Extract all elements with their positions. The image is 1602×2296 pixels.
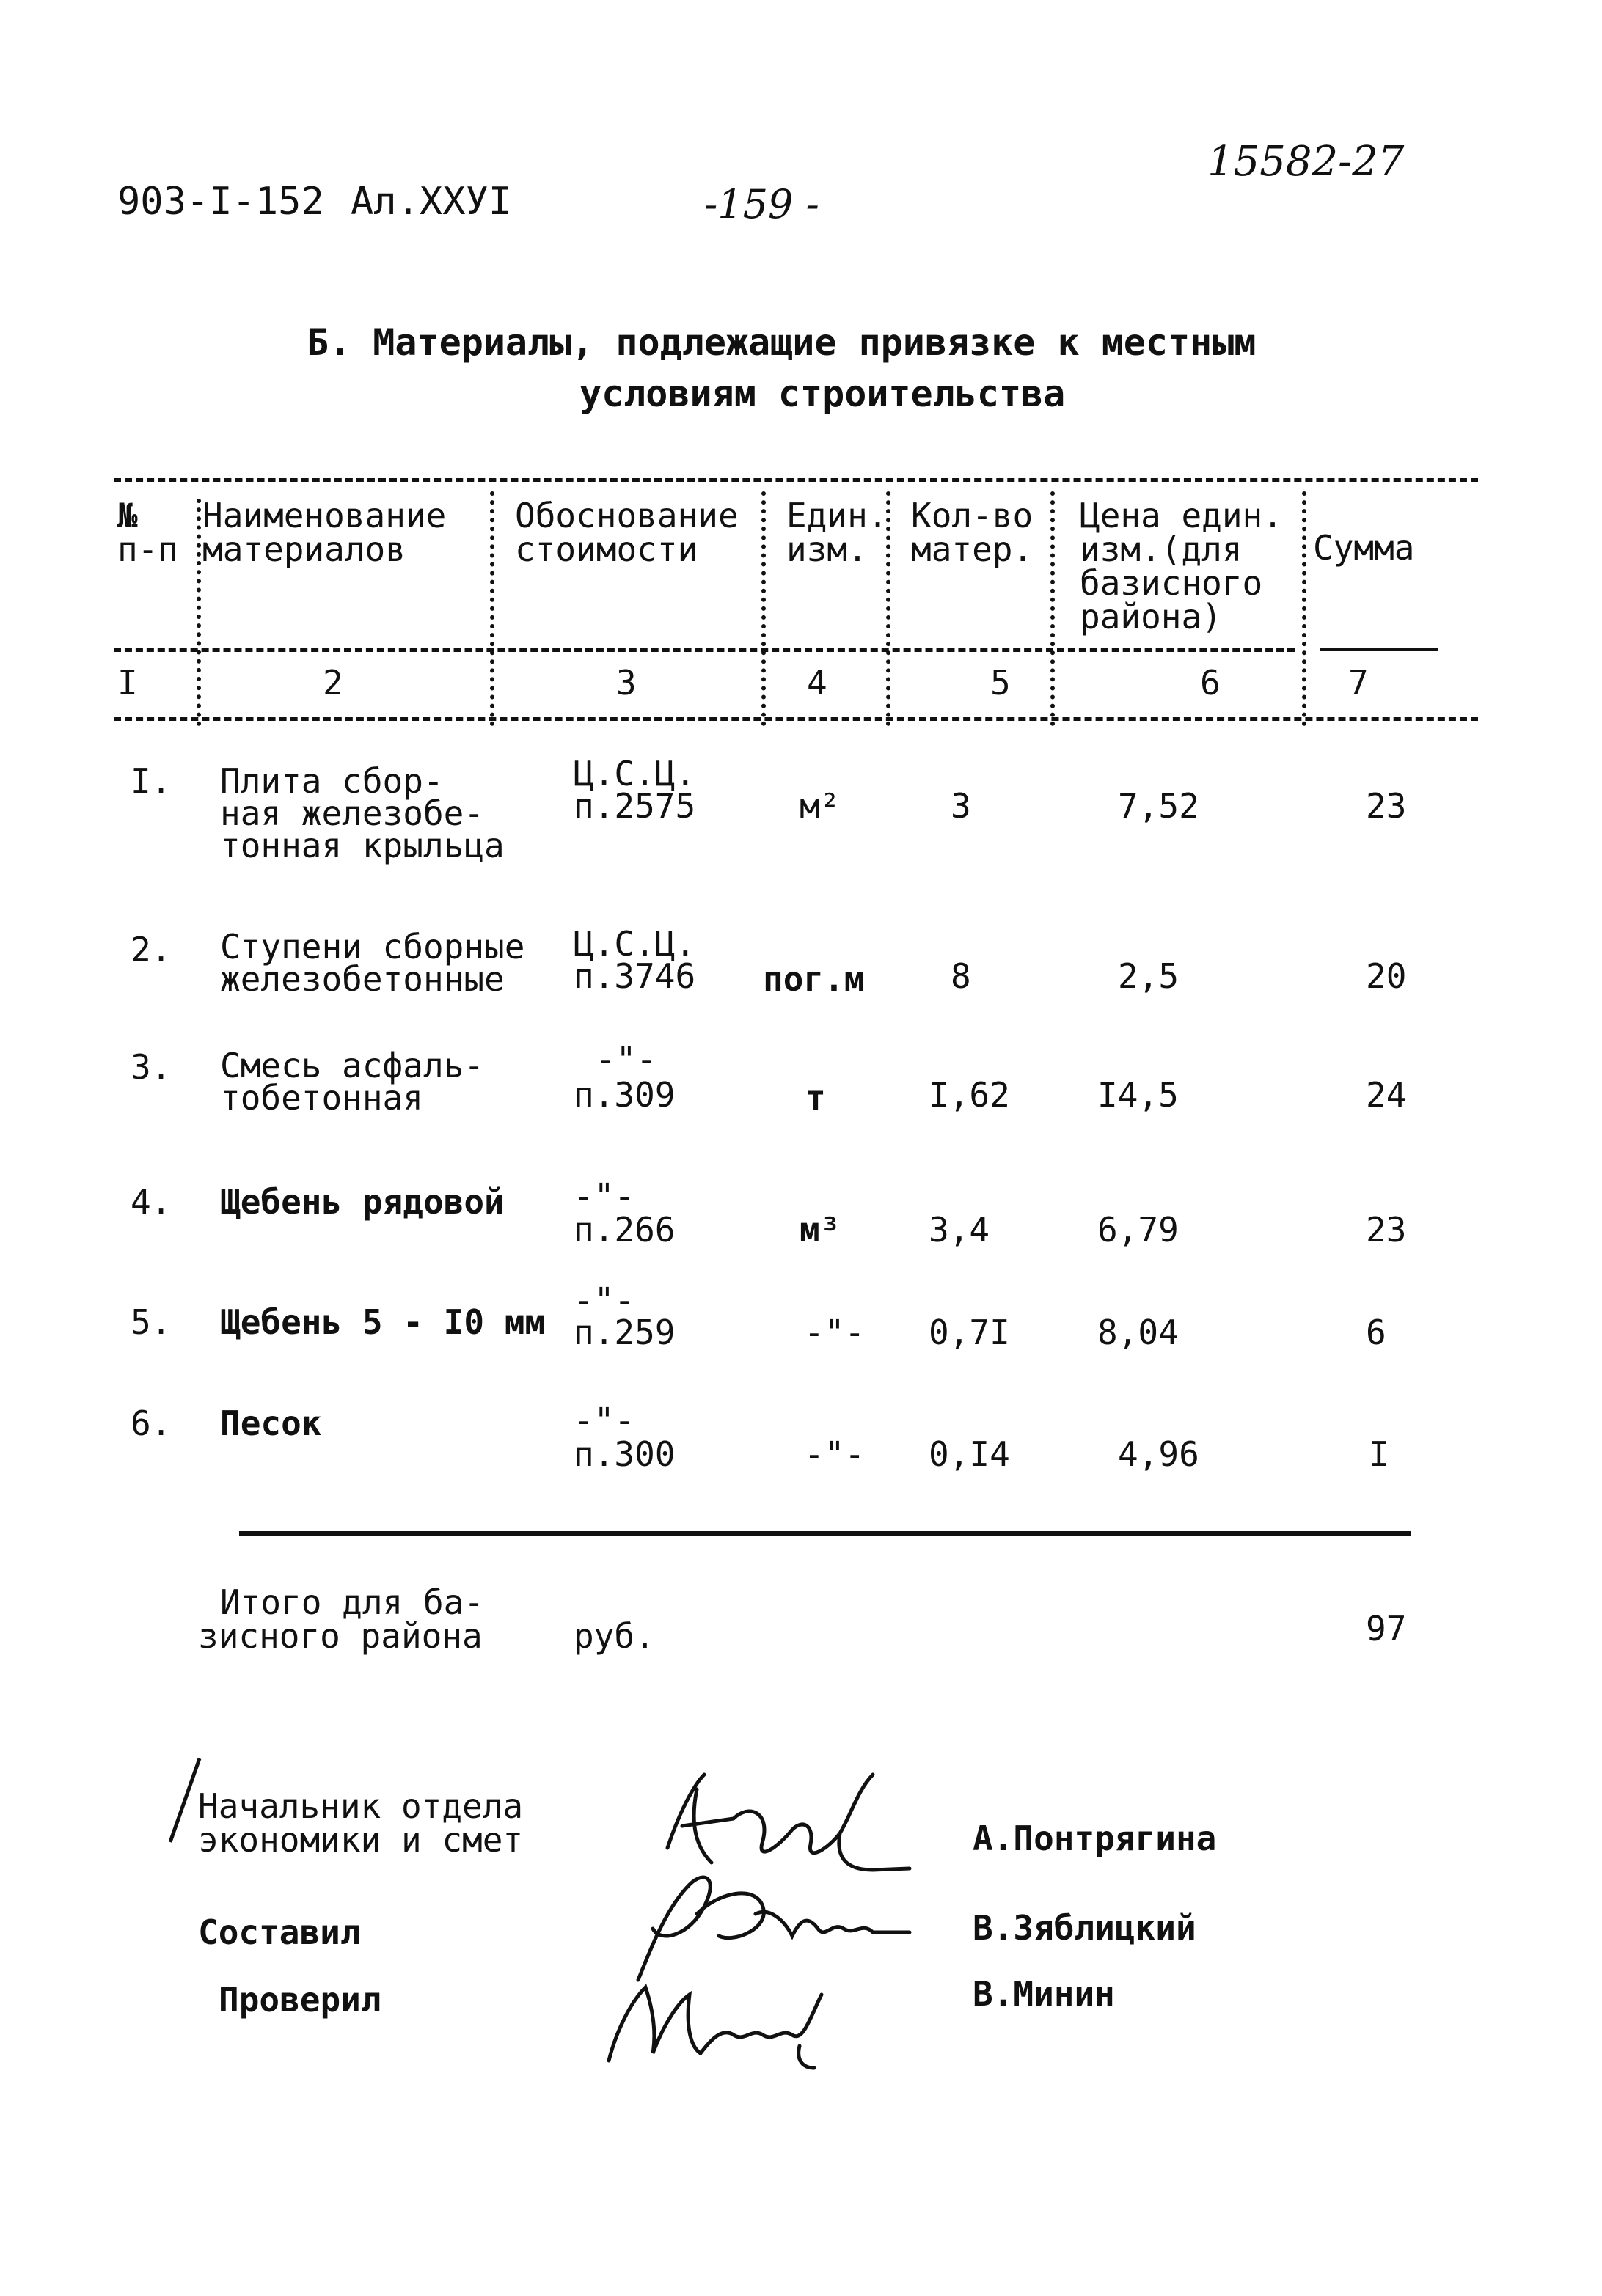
row-3-name-2: тобетонная [220,1078,423,1118]
stamp-number: 15582-27 [1207,138,1405,186]
row-1-price: 7,52 [1118,786,1199,826]
header-unit-1: Един. [786,496,888,535]
row-2-price: 2,5 [1118,956,1179,996]
row-6-basis-1: -"- [574,1401,635,1440]
header-sum: Сумма [1313,528,1415,568]
col-sep-3 [761,491,766,726]
row-2-unit: пог.м [763,959,865,999]
row-6-price: 4,96 [1118,1434,1199,1474]
col-sep-5 [1050,491,1055,726]
row-6-unit: -"- [804,1434,866,1474]
signature-minin [594,1965,836,2075]
row-3-basis-2: п.309 [574,1075,676,1115]
row-3-name-1: Смесь асфаль- [220,1046,485,1085]
row-5-unit: -"- [804,1313,866,1352]
role-head-1: Начальник отдела [198,1786,524,1826]
row-2-basis-1: Ц.С.Ц. [574,924,696,964]
col-number-6: 6 [1200,663,1221,703]
role-checked-name: В.Минин [973,1974,1115,2014]
row-2-sum: 20 [1366,956,1407,996]
row-4-qty: 3,4 [929,1210,990,1250]
header-qty-2: матер. [911,529,1034,569]
col-number-3: 3 [616,663,637,703]
col-sep-2 [490,491,494,726]
row-5-num: 5. [131,1302,172,1342]
row-5-price: 8,04 [1097,1313,1179,1352]
col-number-7: 7 [1348,663,1369,703]
total-unit: руб. [574,1616,655,1656]
col-sep-6 [1302,491,1306,726]
row-4-name-1: Щебень рядовой [220,1182,505,1222]
page-number: -159 - [704,181,819,227]
section-title-line2: условиям строительства [579,373,1066,415]
row-3-sum: 24 [1366,1075,1407,1115]
header-price-1: Цена един. [1080,496,1283,535]
role-head-name: А.Понтрягина [973,1819,1217,1858]
row-2-basis-2: п.3746 [574,956,696,996]
header-name-1: Наименование [202,496,447,535]
row-5-sum: 6 [1366,1313,1386,1352]
row-1-qty: 3 [951,786,971,826]
row-3-unit: т [805,1078,826,1118]
header-basis-1: Обоснование [515,496,739,535]
total-sum: 97 [1366,1609,1407,1648]
row-2-num: 2. [131,930,172,969]
col-number-2: 2 [323,663,343,703]
header-mid-rule [114,648,1295,652]
header-num-2: п-п [117,529,179,569]
row-3-qty: I,62 [929,1075,1010,1115]
row-6-sum: I [1369,1434,1389,1474]
header-basis-2: стоимости [515,529,698,569]
row-5-basis-1: -"- [574,1280,635,1320]
row-1-name-3: тонная крыльца [220,826,505,865]
role-head-2: экономики и смет [198,1820,524,1860]
row-1-basis-1: Ц.С.Ц. [574,754,696,793]
role-compiled: Составил [198,1912,361,1952]
row-4-basis-1: -"- [574,1176,635,1216]
row-4-price: 6,79 [1097,1210,1179,1250]
album-number: Ал.ХХУI [351,180,512,224]
row-4-unit: м³ [800,1210,841,1250]
role-checked: Проверил [219,1980,381,2020]
document-code: 903-I-152 [117,180,324,224]
col-number-5: 5 [990,663,1011,703]
row-4-sum: 23 [1366,1210,1407,1250]
header-unit-2: изм. [786,529,868,569]
row-2-name-2: железобетонные [220,959,505,999]
total-label-2: зисного района [198,1616,483,1656]
row-1-unit: м² [800,786,841,826]
row-5-qty: 0,7I [929,1313,1010,1352]
header-name-2: материалов [202,529,406,569]
row-2-name-1: Ступени сборные [220,927,525,967]
row-6-num: 6. [131,1404,172,1443]
col-number-1: I [117,663,138,703]
total-rule [239,1531,1411,1536]
row-3-basis-1: -"- [596,1040,657,1079]
row-3-price: I4,5 [1097,1075,1179,1115]
header-price-3: базисного [1080,563,1263,603]
row-6-name-1: Песок [220,1404,322,1443]
header-price-2: изм.(для [1080,529,1243,569]
row-4-num: 4. [131,1182,172,1222]
row-5-name-1: Щебень 5 - I0 мм [220,1302,546,1342]
total-label-1: Итого для ба- [220,1582,485,1622]
row-4-basis-2: п.266 [574,1210,676,1250]
row-2-qty: 8 [951,956,971,996]
row-1-name-2: ная железобе- [220,793,485,833]
header-price-4: района) [1080,597,1222,637]
section-title-line1: Б. Материалы, подлежащие привязке к местным [307,321,1257,364]
header-bottom-rule [114,717,1478,721]
role-compiled-name: В.Зяблицкий [973,1908,1196,1948]
header-qty-1: Кол-во [911,496,1034,535]
row-3-num: 3. [131,1047,172,1087]
col-number-4: 4 [807,663,827,703]
row-5-basis-2: п.259 [574,1313,676,1352]
col-sep-1 [197,499,201,726]
row-1-basis-2: п.2575 [574,786,696,826]
row-6-qty: 0,I4 [929,1434,1010,1474]
header-num-1: № [117,496,138,535]
row-6-basis-2: п.300 [574,1434,676,1474]
row-1-name-1: Плита сбор- [220,761,444,801]
row-1-num: I. [131,761,172,801]
header-top-rule [114,478,1478,482]
row-1-sum: 23 [1366,786,1407,826]
header-mid-rule-sum [1320,648,1438,651]
